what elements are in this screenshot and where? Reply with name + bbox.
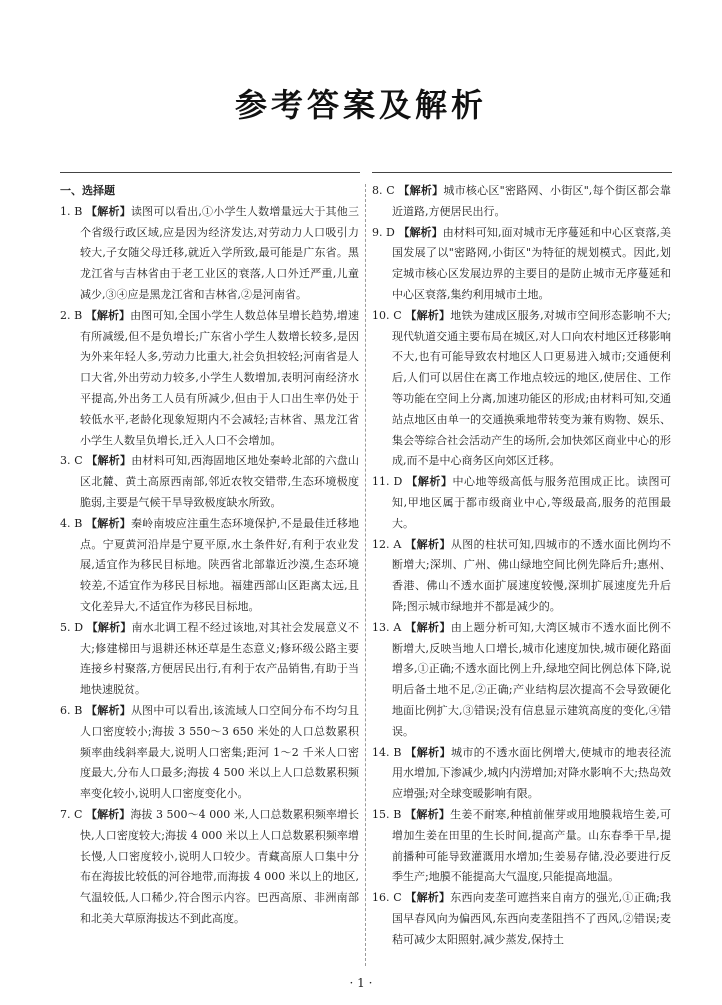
analysis-tag: 【解析】 <box>405 745 451 759</box>
answer-item <box>372 618 671 743</box>
analysis-text: 地铁为建成区服务,对城市空间形态影响不大;现代轨道交通主要布局在城区,对人口向农村地区迁移影响不大,也有可能导致农村地区人口更易进入城市;交通便利后,人们可以居住在离工作地点较远的地区,使居住、工作等功能在空间上分离,加速功能区的形成;由材料可知,交通站点地区由单一的交通换乘地带转变为兼有购物、娱乐、集会等综合社会活动产生的场所,会加快郊区商业中心的形成,而不是中心商务区向郊区迁移。 <box>392 308 671 468</box>
answer-item <box>60 306 359 452</box>
header-rule-left <box>60 172 360 173</box>
analysis-tag: 【解析】 <box>86 620 132 634</box>
answer-number: 3. C <box>60 454 87 468</box>
answer-number: 2. B <box>60 308 86 322</box>
analysis-tag: 【解析】 <box>398 184 444 197</box>
header-rule-right <box>372 172 672 173</box>
analysis-tag: 【解析】 <box>405 308 451 322</box>
answer-number: 1. B <box>60 204 87 218</box>
answer-number: 9. D <box>372 225 399 239</box>
analysis-text: 东西向麦垄可遮挡来自南方的强光,①正确;我国早春风向为偏西风,东西向麦垄阻挡不了西风,②错误;麦秸可减少太阳照射,减少蒸发,保持土 <box>392 891 671 946</box>
left-column <box>60 181 359 930</box>
analysis-text: 海拔 3 500～4 000 米,人口总数累积频率增长快,人口密度较大;海拔 4 000 米以上人口总数累积频率增长慢,人口密度较小,说明人口较少。青藏高原人口集中分布在海拔比较低的河谷地带,而海拔 4 000 米以上的地区,气温较低,人口稀少,符合图示内容。巴西高原、非洲南部和北美大草原海拔达不到此高度。 <box>80 807 360 925</box>
answer-number: 6. B <box>60 703 87 717</box>
analysis-text: 从图中可以看出,该流域人口空间分布不均匀且人口密度较小;海拔 3 550～3 650 米处的人口总数累积频率曲线斜率最大,说明人口密集;距河 1～2 千米人口密度最大,分布人口最多;海拔 4 500 米以上人口总数累积频率变化较小,说明人口密度变化小。 <box>80 703 360 801</box>
right-answer-list <box>372 181 671 950</box>
analysis-text: 生姜不耐寒,种植前催芽或用地膜栽培生姜,可增加生姜在田里的生长时间,提高产量。山东春季干旱,提前播种可能导致灌溉用水增加;生姜易存储,没必要进行反季生产;地膜不能提高大气温度,只能提高地温。 <box>392 807 672 884</box>
answer-item <box>372 472 671 534</box>
answer-item <box>372 805 671 888</box>
analysis-tag: 【解析】 <box>86 807 131 821</box>
answer-number: 13. A <box>372 620 406 634</box>
answer-item <box>372 888 671 950</box>
answer-number: 10. C <box>372 308 406 322</box>
answer-item <box>60 805 359 930</box>
answer-number: 12. A <box>372 537 406 551</box>
analysis-text: 南水北调工程不经过该地,对其社会发展意义不大;修建梯田与退耕还林还草是生态意义;修环级公路主要连接乡村聚落,方便居民出行,有利于农产品销售,有助于当地快速脱贫。 <box>80 620 360 697</box>
answer-item <box>372 743 671 805</box>
answer-item <box>372 306 671 472</box>
answer-item <box>60 202 359 306</box>
answer-item <box>372 535 671 618</box>
analysis-text: 由材料可知,面对城市无序蔓延和中心区衰落,美国发展了以"密路网,小街区"为特征的规划模式。因此,划定城市核心区发展边界的主要目的是防止城市无序蔓延和中心区衰落,集约利用城市土地。 <box>392 225 671 301</box>
section-heading: 一、选择题 <box>60 184 115 197</box>
answer-number: 15. B <box>372 807 406 821</box>
answer-item <box>60 701 359 805</box>
analysis-tag: 【解析】 <box>86 703 131 717</box>
analysis-text: 城市的不透水面比例增大,使城市的地表径流用水增加,下渗减少,城内内涝增加;对降水影响不大;热岛效应增强;对全球变暖影响有限。 <box>392 745 672 801</box>
left-answer-list <box>60 202 359 930</box>
answer-item <box>60 618 359 701</box>
analysis-tag: 【解析】 <box>398 225 443 239</box>
analysis-tag: 【解析】 <box>405 807 451 821</box>
column-divider <box>365 184 366 966</box>
answer-number: 14. B <box>372 745 406 759</box>
analysis-tag: 【解析】 <box>406 475 453 489</box>
analysis-tag: 【解析】 <box>85 308 131 322</box>
answer-item <box>372 181 671 223</box>
right-column <box>372 181 671 950</box>
analysis-tag: 【解析】 <box>405 891 451 905</box>
answer-number: 4. B <box>60 516 87 530</box>
analysis-text: 城市核心区"密路网、小街区",每个街区都会靠近道路,方便居民出行。 <box>392 184 671 218</box>
answer-item <box>60 451 359 513</box>
analysis-text: 读图可以看出,①小学生人数增量远大于其他三个省级行政区域,应是因为经济发达,对劳动力人口吸引力较大,子女随父母迁移,就近入学所致,最可能是广东省。黑龙江省与吉林省由于老工业区的衰落,人口外迁严重,儿童减少,③④应是黑龙江省和吉林省,②是河南省。 <box>80 204 360 301</box>
page-number: · 1 · <box>349 976 373 990</box>
analysis-text: 秦岭南坡应注重生态环境保护,不是最佳迁移地点。宁夏黄河沿岸是宁夏平原,水土条件好,有利于农业发展,适宜作为移民目标地。陕西省北部靠近沙漠,生态环境较差,不适宜作为移民目标地。福建西部山区距离太远,且文化差异大,不适宜作为移民目标地。 <box>80 516 360 613</box>
analysis-text: 从图的柱状可知,四城市的不透水面比例均不断增大;深圳、广州、佛山绿地空间比例先降后升;惠州、香港、佛山不透水面扩展速度较慢,深圳扩展速度先升后降;图示城市绿地并不都是减少的。 <box>392 537 672 613</box>
analysis-tag: 【解析】 <box>86 204 131 218</box>
analysis-tag: 【解析】 <box>405 620 451 634</box>
analysis-tag: 【解析】 <box>86 516 131 530</box>
analysis-text: 中心地等级高低与服务范围成正比。读图可知,甲地区属于都市级商业中心,等级最高,服务的范围最大。 <box>392 475 672 530</box>
analysis-text: 由上题分析可知,大湾区城市不透水面比例不断增大,反映当地人口增长,城市化速度加快,城市硬化路面增多,①正确;不透水面比例上升,绿地空间比例总体下降,说明后备土地不足,②正确;产业结构层次提高不会导致硬化地面比例扩大,③错误;没有信息显示建筑高度的变化,④错误。 <box>392 620 672 738</box>
answer-number: 11. D <box>372 475 407 489</box>
answer-number: 5. D <box>60 620 87 634</box>
answer-number: 16. C <box>372 891 406 905</box>
analysis-tag: 【解析】 <box>86 454 132 468</box>
analysis-tag: 【解析】 <box>405 537 451 551</box>
answer-item <box>372 223 671 306</box>
answer-number: 8. C <box>372 184 399 197</box>
analysis-text: 由图可知,全国小学生人数总体呈增长趋势,增速有所减缓,但不是负增长;广东省小学生人数增长较多,是因为外来年轻人多,劳动力比重大,社会负担较轻;河南省是人口大省,外出劳动力较多,小学生人数增加,表明河南经济水平提高,外出务工人员有所减少,但由于人口出生率仍处于较低水平,老龄化现象短期内不会减轻;吉林省、黑龙江省小学生人数呈负增长,迁入人口不会增加。 <box>80 308 360 447</box>
page-title: 参考答案及解析 <box>234 86 487 124</box>
analysis-text: 由材料可知,西海固地区地处秦岭北部的六盘山区北麓、黄土高原西南部,邻近农牧交错带,生态环境极度脆弱,主要是气候干旱导致极度缺水所致。 <box>80 454 360 509</box>
answer-number: 7. C <box>60 807 87 821</box>
answer-item <box>60 514 359 618</box>
